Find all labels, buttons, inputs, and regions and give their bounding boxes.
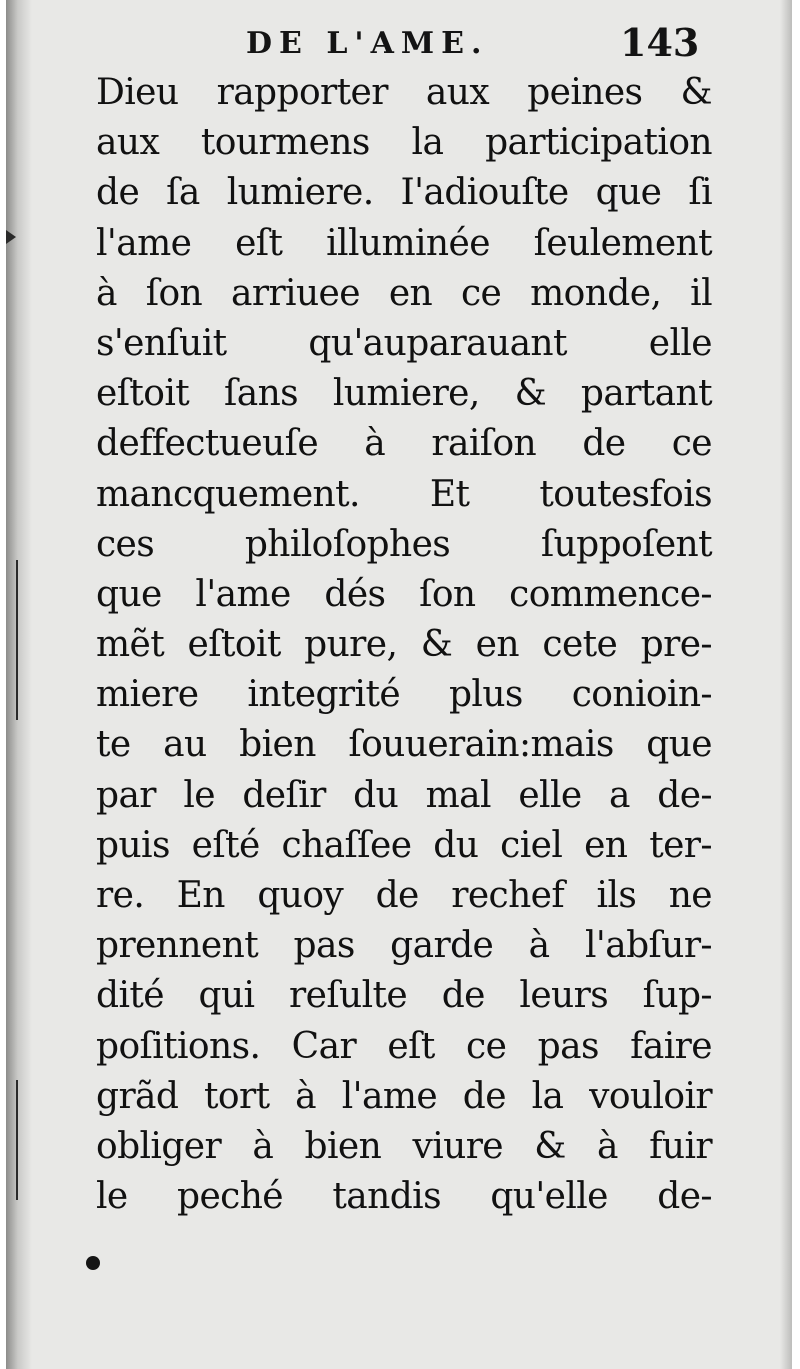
- text-line: le peché tandis qu'elle de-: [96, 1176, 712, 1218]
- book-page: [6, 0, 792, 1369]
- text-line: l'ame eſt illuminée ſeulement: [96, 222, 712, 264]
- text-line: poſitions. Car eſt ce pas faire: [96, 1025, 712, 1067]
- page-number: 143: [620, 20, 700, 65]
- text-line: te au bien ſouuerain:mais que: [96, 724, 712, 766]
- page-header: [6, 18, 792, 68]
- body-text: [96, 68, 712, 1222]
- text-line: s'enſuit qu'auparauant elle: [96, 322, 712, 364]
- binding-mark: [6, 230, 16, 244]
- text-line: prennent pas garde à l'abſur-: [96, 925, 712, 967]
- ink-spot: [86, 1256, 100, 1270]
- text-line: re. En quoy de rechef ils ne: [96, 875, 712, 916]
- text-line: puis eſté chaſſee du ciel en ter-: [96, 824, 712, 866]
- text-line: mancquement. Et toutesfois: [96, 473, 712, 515]
- text-line: miere integrité plus conioin-: [96, 674, 712, 716]
- binding-edge-line: [16, 1080, 18, 1200]
- text-line: par le deſir du mal elle a de-: [96, 774, 712, 816]
- binding-edge-line: [16, 560, 18, 720]
- running-head: DE L'AME.: [246, 26, 489, 61]
- text-line: obliger à bien viure & à fuir: [96, 1125, 712, 1167]
- text-line: mẽt eſtoit pure, & en cete pre-: [96, 624, 712, 666]
- text-line: à ſon arriuee en ce monde, il: [96, 272, 712, 314]
- text-line: aux tourmens la participation: [96, 122, 712, 164]
- text-line: que l'ame dés ſon commence-: [96, 573, 712, 615]
- text-line: de ſa lumiere. I'adiouſte que ſi: [96, 172, 712, 214]
- text-line: grãd tort à l'ame de la vouloir: [96, 1075, 712, 1117]
- text-line: eſtoit ſans lumiere, & partant: [96, 373, 712, 415]
- text-line: deffectueuſe à raiſon de ce: [96, 423, 712, 465]
- text-line: Dieu rapporter aux peines &: [96, 72, 712, 113]
- text-line: dité qui reſulte de leurs ſup-: [96, 975, 712, 1017]
- text-line: ces philoſophes ſuppoſent: [96, 523, 712, 565]
